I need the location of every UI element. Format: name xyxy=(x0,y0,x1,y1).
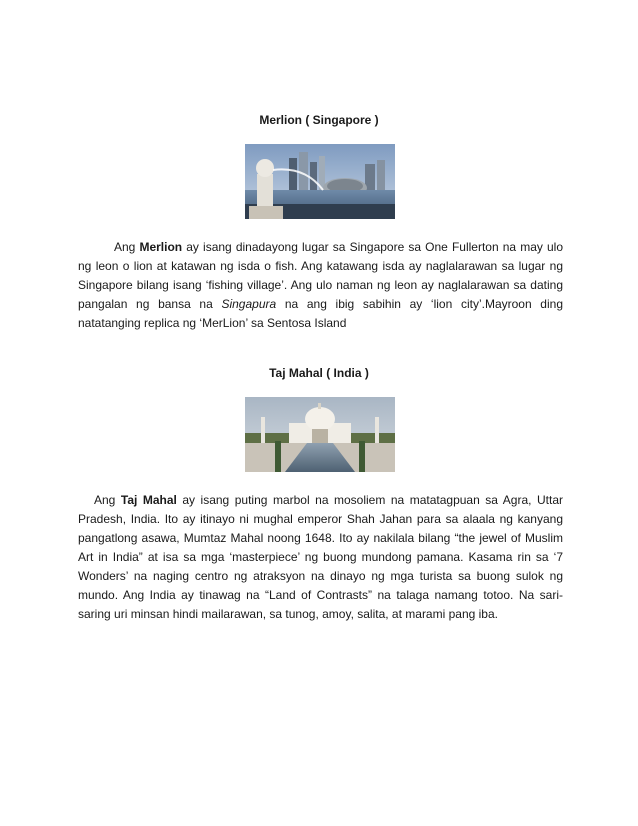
merlion-photo xyxy=(245,144,395,219)
merlion-paragraph-mid: ay isang dinadayong lugar sa Singapore sa One Fullerton na may ulo ng leon o lion at katawan ng isda o fish. Ang katawang isda ay naglalarawan sa lugar ng Singapore bilang isang ‘fishing village’. Ang ulo naman ng leon ay naglalarawan sa dating pangalan ng bansa na xyxy=(78,240,563,311)
merlion-term: Merlion xyxy=(139,240,183,254)
merlion-paragraph-pre: Ang xyxy=(114,240,140,254)
taj-mahal-heading: Taj Mahal ( India ) xyxy=(269,366,369,380)
taj-mahal-paragraph xyxy=(78,491,563,624)
taj-mahal-term: Taj Mahal xyxy=(120,493,177,507)
merlion-paragraph xyxy=(78,238,563,333)
taj-mahal-paragraph-pre: Ang xyxy=(94,493,121,507)
singapura-term: Singapura xyxy=(221,297,277,311)
merlion-heading: Merlion ( Singapore ) xyxy=(259,113,379,127)
merlion-paragraph-post: na ang ibig sabihin ay ‘lion city’.Mayroon ding natatanging replica ng ‘MerLion’ sa Sentosa Island xyxy=(78,297,563,330)
taj-mahal-paragraph-post: ay isang puting marbol na mosoliem na matatagpuan sa Agra, Uttar Pradesh, India. Ito ay itinayo ni mughal emperor Shah Jahan para sa alaala ng kanyang pangatlong asawa, Mumtaz Mahal noong 1648. Ito ay nakilala bilang “the jewel of Muslim Art in India” at isa sa mga ‘masterpiece’ ng buong mundong pamana. Kasama rin sa ‘7 Wonders’ na naging centro ng atraksyon na dinayo ng mga turista sa buong sulok ng mundo. Ang India ay tinawag na “Land of Contrasts” na talaga namang totoo. Na sari-saring uri minsan hindi mailarawan, sa tunog, amoy, salita, at marami pang iba. xyxy=(78,493,564,621)
taj-mahal-photo xyxy=(245,397,395,472)
